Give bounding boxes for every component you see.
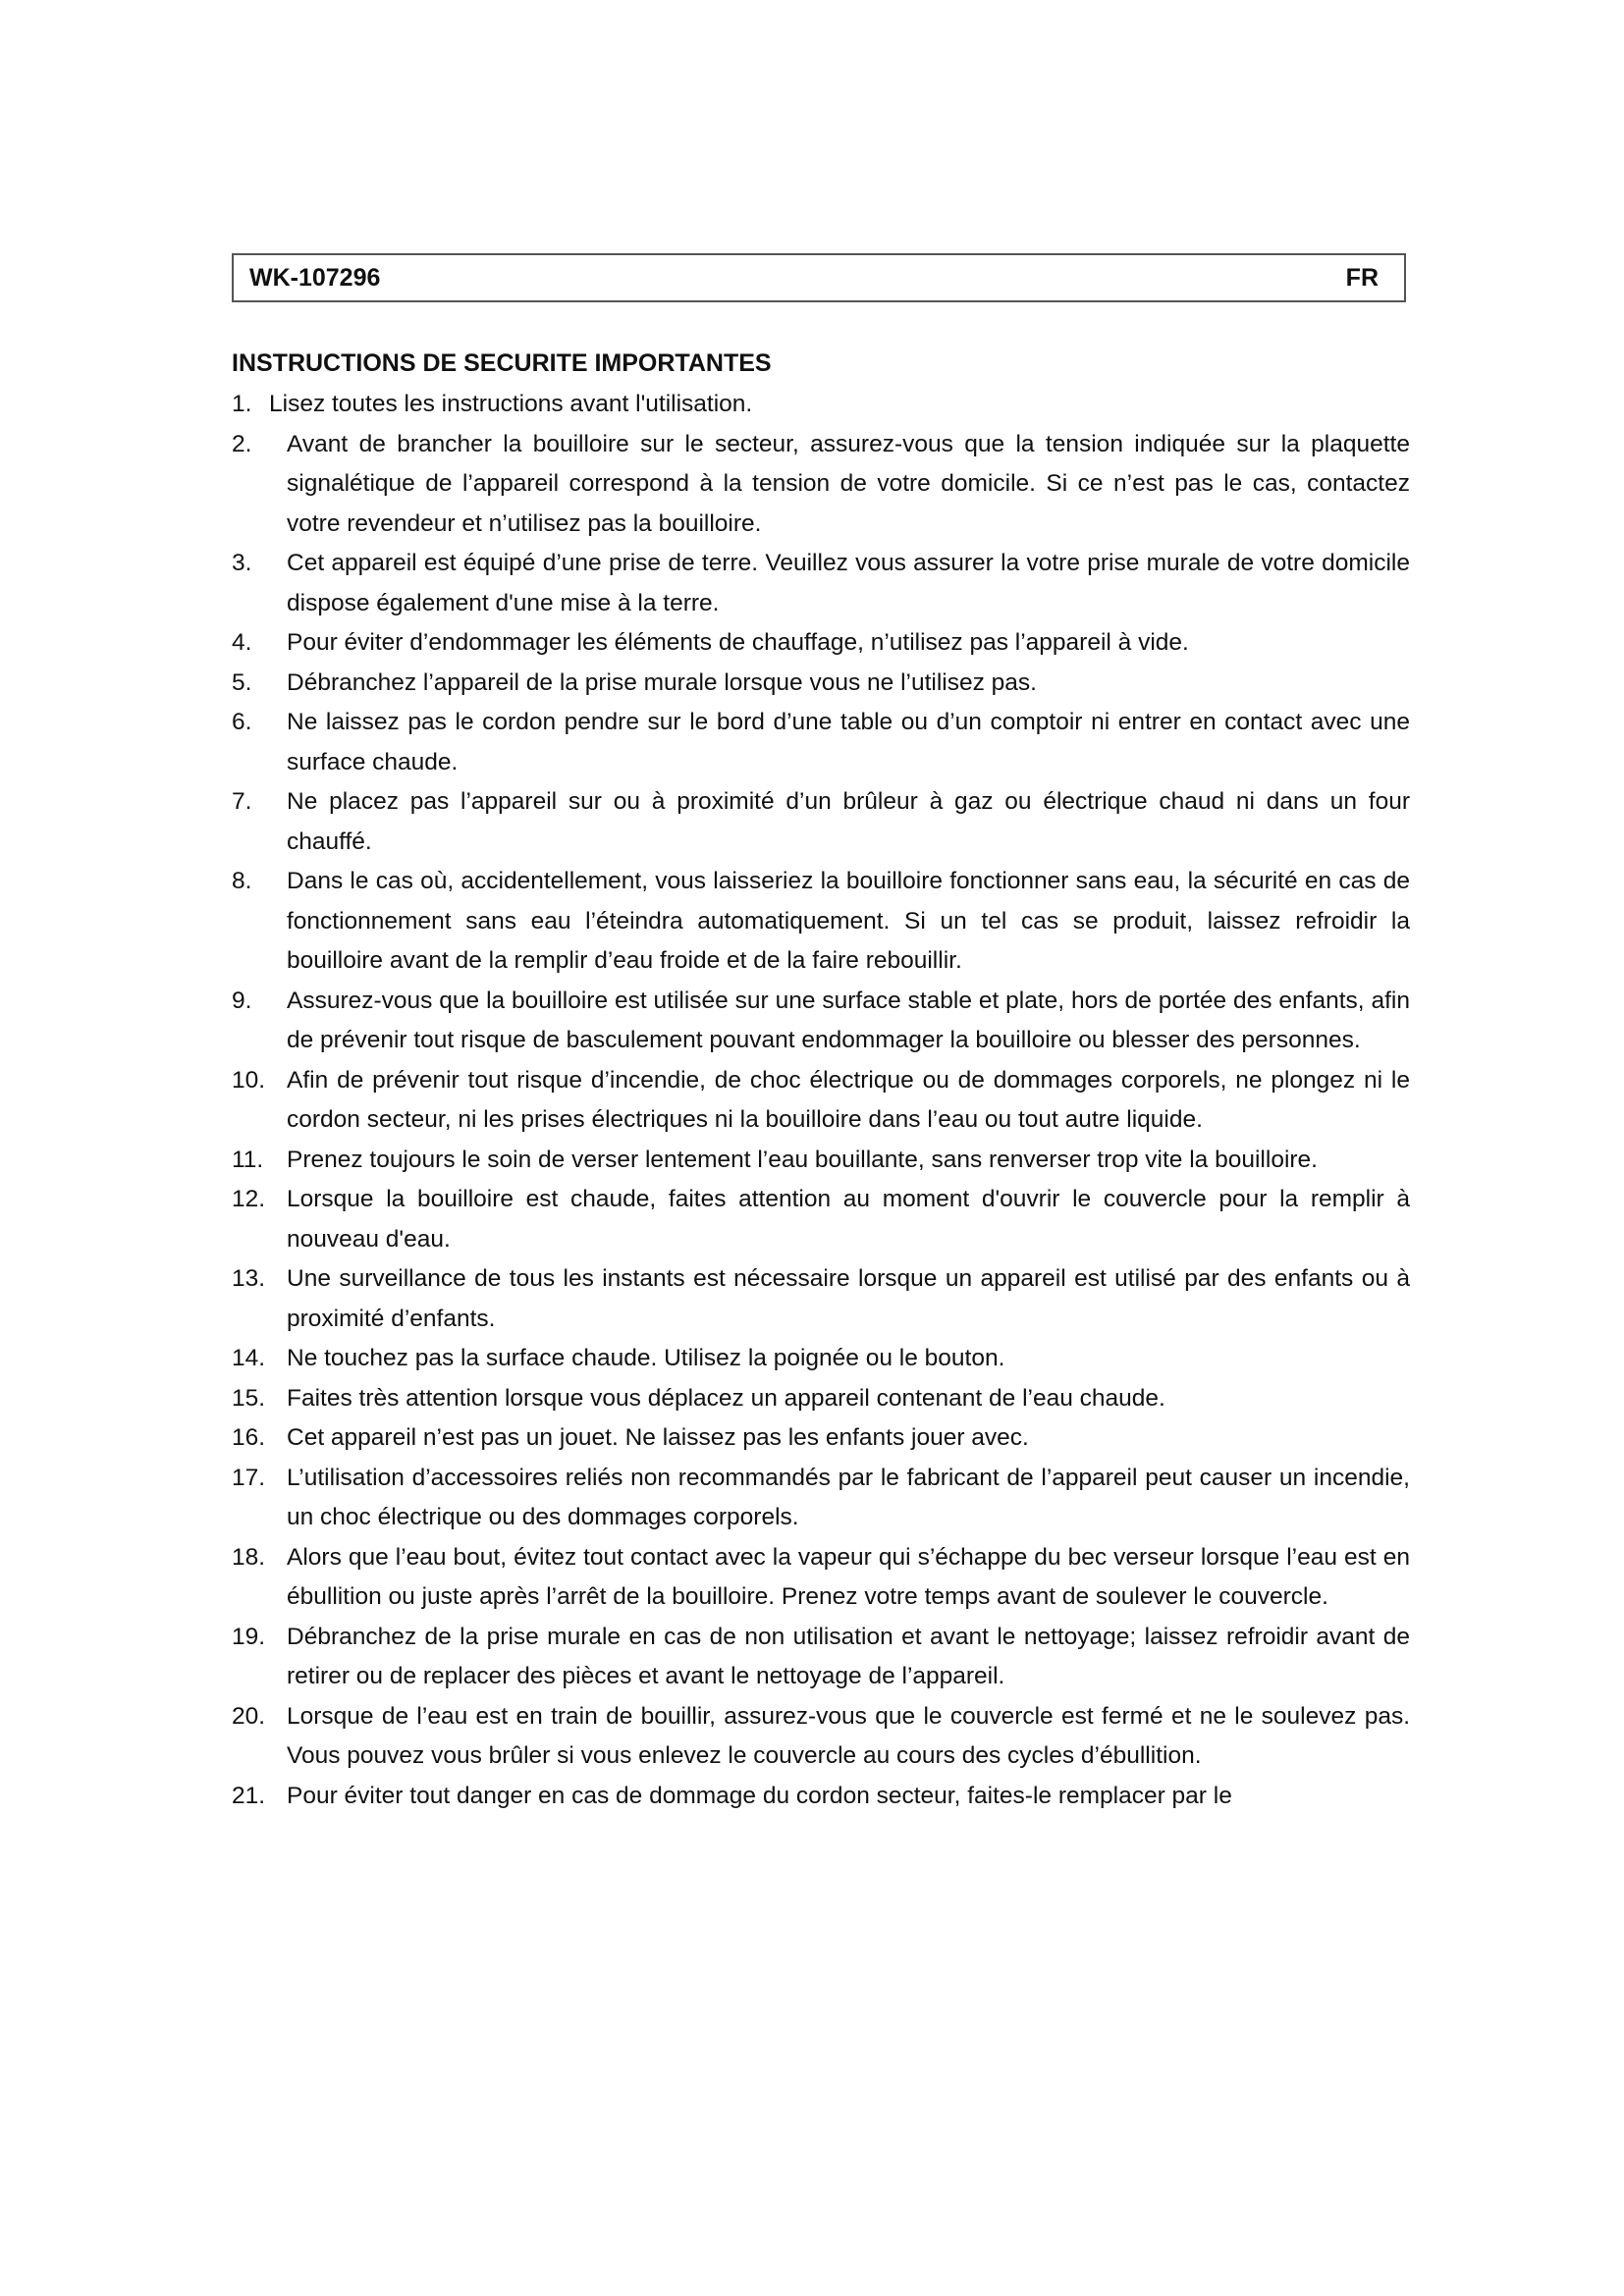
item-number: 17.: [232, 1464, 266, 1491]
language-code: FR: [1345, 264, 1379, 292]
item-number: 21.: [232, 1782, 266, 1809]
list-item: [232, 425, 1410, 545]
item-number: 18.: [232, 1543, 266, 1571]
item-number: 10.: [232, 1066, 266, 1094]
item-text: Cet appareil est équipé d’une prise de terre. Veuillez vous assurer la votre prise murale de votre domicile dispose également d'une mise à la terre.: [287, 550, 1410, 616]
list-item: [232, 862, 1410, 982]
item-number: 14.: [232, 1345, 266, 1371]
item-text: Faites très attention lorsque vous déplacez un appareil contenant de l’eau chaude.: [287, 1384, 1165, 1412]
list-item: [232, 703, 1410, 782]
list-item: [232, 1061, 1410, 1141]
list-item: [232, 1418, 1410, 1459]
list-item: [232, 623, 1410, 664]
item-text: Avant de brancher la bouilloire sur le secteur, assurez-vous que la tension indiquée sur la plaquette signalétique de l’appareil correspond à la tension de votre domicile. Si ce n’est pas le cas, contactez votre revendeur et n’utilisez pas la bouilloire.: [287, 430, 1410, 537]
item-number: 19.: [232, 1623, 266, 1650]
list-item: [232, 982, 1410, 1061]
item-text: Cet appareil n’est pas un jouet. Ne laissez pas les enfants jouer avec.: [287, 1424, 1029, 1451]
list-item: [232, 1618, 1410, 1697]
item-text: Alors que l’eau bout, évitez tout contact avec la vapeur qui s’échappe du bec verseur lorsque l’eau est en ébullition ou juste après l’arrêt de la bouilloire. Prenez votre temps avant de soulever le couvercle.: [287, 1543, 1410, 1610]
item-number: 7.: [232, 788, 252, 815]
item-number: 13.: [232, 1265, 266, 1292]
item-text: Pour éviter tout danger en cas de dommage du cordon secteur, faites-le remplacer par le: [287, 1782, 1232, 1809]
item-number: 5.: [232, 668, 252, 696]
list-item: [232, 1339, 1410, 1379]
item-number: 20.: [232, 1702, 266, 1730]
item-text: Ne laissez pas le cordon pendre sur le bord d’une table ou d’un comptoir ni entrer en contact avec une surface chaude.: [287, 709, 1410, 775]
list-item: [232, 1697, 1410, 1777]
item-text: Lisez toutes les instructions avant l'utilisation.: [269, 391, 753, 417]
item-number: 3.: [232, 550, 252, 576]
item-number: 1.: [232, 391, 252, 417]
item-number: 16.: [232, 1424, 266, 1451]
list-item: [232, 782, 1410, 862]
item-text: Lorsque la bouilloire est chaude, faites attention au moment d'ouvrir le couvercle pour la remplir à nouveau d'eau.: [287, 1186, 1410, 1253]
item-text: Prenez toujours le soin de verser lentement l’eau bouillante, sans renverser trop vite la bouilloire.: [287, 1146, 1318, 1173]
item-text: Débranchez l’appareil de la prise murale lorsque vous ne l’utilisez pas.: [287, 668, 1037, 696]
item-number: 12.: [232, 1186, 266, 1212]
item-text: Assurez-vous que la bouilloire est utilisée sur une surface stable et plate, hors de portée des enfants, afin de prévenir tout risque de basculement pouvant endommager la bouilloire ou blesser des personnes.: [287, 987, 1410, 1053]
item-number: 8.: [232, 868, 252, 894]
item-number: 15.: [232, 1384, 266, 1412]
header-box: [232, 253, 1406, 302]
item-text: L’utilisation d’accessoires reliés non recommandés par le fabricant de l’appareil peut causer un incendie, un choc électrique ou des dommages corporels.: [287, 1464, 1410, 1530]
item-text: Ne placez pas l’appareil sur ou à proximité d’un brûleur à gaz ou électrique chaud ni dans un four chauffé.: [287, 788, 1410, 855]
item-text: Pour éviter d’endommager les éléments de chauffage, n’utilisez pas l’appareil à vide.: [287, 629, 1189, 656]
item-number: 4.: [232, 629, 252, 656]
item-text: Une surveillance de tous les instants est nécessaire lorsque un appareil est utilisé par des enfants ou à proximité d’enfants.: [287, 1265, 1410, 1332]
list-item: [232, 1538, 1410, 1618]
item-text: Lorsque de l’eau est en train de bouillir, assurez-vous que le couvercle est fermé et ne le soulevez pas. Vous pouvez vous brûler si vous enlevez le couvercle au cours des cycles d’ébullition.: [287, 1702, 1410, 1769]
list-item: [232, 1459, 1410, 1538]
item-number: 6.: [232, 709, 252, 735]
list-item: [232, 664, 1410, 704]
item-text: Afin de prévenir tout risque d’incendie, de choc électrique ou de dommages corporels, ne plongez ni le cordon secteur, ni les prises électriques ni la bouilloire dans l’eau ou tout autre liquide.: [287, 1066, 1410, 1133]
list-item: [232, 1379, 1410, 1419]
item-number: 2.: [232, 430, 252, 457]
list-item: [232, 544, 1410, 623]
item-number: 9.: [232, 987, 252, 1014]
model-number: WK-107296: [249, 264, 381, 292]
list-item: [232, 1141, 1410, 1181]
item-text: Dans le cas où, accidentellement, vous laisseriez la bouilloire fonctionner sans eau, la sécurité en cas de fonctionnement sans eau l’éteindra automatiquement. Si un tel cas se produit, laissez refroidir la bouilloire avant de la remplir d’eau froide et de la faire rebouillir.: [287, 868, 1410, 974]
list-item: [232, 385, 1410, 425]
section-title: INSTRUCTIONS DE SECURITE IMPORTANTES: [232, 349, 772, 377]
instruction-list: [232, 385, 1410, 1816]
list-item: [232, 1180, 1410, 1259]
item-text: Débranchez de la prise murale en cas de non utilisation et avant le nettoyage; laissez refroidir avant de retirer ou de replacer des pièces et avant le nettoyage de l’appareil.: [287, 1623, 1410, 1689]
list-item: [232, 1259, 1410, 1339]
item-number: 11.: [232, 1146, 264, 1173]
list-item: [232, 1777, 1410, 1817]
item-text: Ne touchez pas la surface chaude. Utilisez la poignée ou le bouton.: [287, 1345, 1005, 1371]
